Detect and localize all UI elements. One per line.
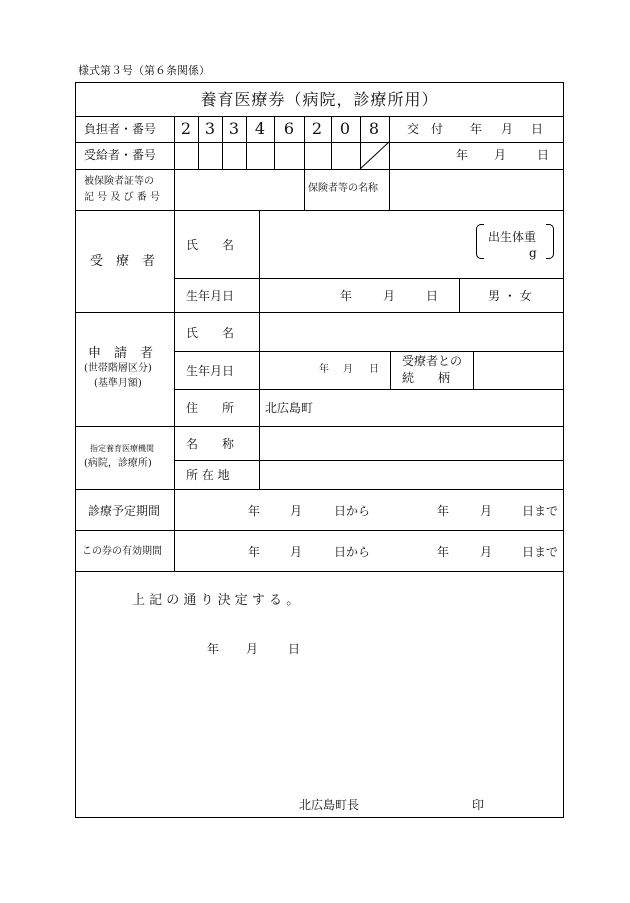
applicant-address-label: 住 所 — [186, 401, 235, 415]
issue-year: 年 — [470, 122, 483, 136]
issue-day: 日 — [531, 122, 544, 136]
applicant-name-label: 氏 名 — [186, 326, 235, 340]
rule-title-bottom — [76, 116, 563, 117]
rule-institution-mid — [174, 460, 563, 461]
medical-ticket-form — [75, 82, 564, 818]
recipient-year: 年 — [456, 148, 469, 162]
period-from-year: 年 — [248, 504, 261, 518]
applicant-section-label: 申 請 者 — [88, 346, 154, 361]
validity-period-label: この券の有効期間 — [82, 546, 162, 557]
birth-weight-label: 出生体重 — [488, 230, 537, 244]
applicant-dob-year: 年 — [319, 364, 329, 375]
rule-period-bottom — [76, 530, 563, 531]
period-to-month: 月 — [480, 504, 493, 518]
rule-validity-bottom — [76, 571, 563, 572]
applicant-household-class: (世帯階層区分) — [84, 363, 152, 374]
form-number: 様式第３号（第６条関係） — [78, 64, 210, 77]
issue-month: 月 — [501, 122, 514, 136]
patient-dob-day: 日 — [426, 289, 439, 303]
recipient-day: 日 — [537, 148, 550, 162]
birth-weight-bracket-left — [476, 224, 484, 259]
decision-day: 日 — [288, 642, 301, 656]
rule-row3-bottom — [76, 210, 563, 211]
payer-number-label: 負担者・番号 — [84, 122, 157, 136]
rule-sublabel-col — [259, 210, 260, 489]
rule-sex-divider — [459, 278, 460, 312]
institution-location-label: 所 在 地 — [186, 468, 230, 482]
rule-period-col — [174, 489, 175, 571]
rule-patient-mid — [174, 278, 563, 279]
validity-from-year: 年 — [248, 545, 261, 559]
payer-digit: 2 — [311, 119, 323, 138]
issue-label: 交 付 — [407, 122, 444, 136]
rule-digit-4 — [274, 116, 275, 169]
payer-digit: 6 — [283, 119, 295, 138]
decision-year: 年 — [207, 642, 220, 656]
diagonal-slash — [360, 142, 389, 169]
rule-row1-bottom — [76, 142, 563, 143]
insurer-name-label: 保険者等の名称 — [308, 183, 378, 194]
rule-insurer-right — [389, 169, 390, 210]
patient-dob-month: 月 — [383, 289, 396, 303]
recipient-month: 月 — [494, 148, 507, 162]
payer-digit: 2 — [180, 119, 192, 138]
birth-weight-unit: g — [529, 246, 537, 260]
relation-label-1: 受療者との — [402, 354, 463, 368]
period-to-year: 年 — [437, 504, 450, 518]
rule-applicant-2 — [174, 389, 563, 390]
applicant-dob-label: 生年月日 — [186, 364, 235, 378]
rule-digit-3 — [246, 116, 247, 169]
rule-applicant-1 — [174, 351, 563, 352]
payer-digit: 0 — [339, 119, 351, 138]
insured-card-label-1: 被保険者証等の — [84, 176, 154, 187]
patient-dob-year: 年 — [340, 289, 353, 303]
mayor-title: 北広島町長 — [299, 798, 360, 812]
validity-to-month: 月 — [480, 545, 493, 559]
validity-from-day: 日から — [334, 545, 371, 559]
applicant-base-amount: (基準月額) — [94, 378, 142, 389]
decision-statement: 上 記 の 通 り 決 定 す る 。 — [132, 593, 300, 608]
rule-patient-bottom — [76, 312, 563, 313]
rule-insurer-left — [304, 169, 305, 210]
period-to-day: 日まで — [522, 504, 559, 518]
rule-institution-bottom — [76, 489, 563, 490]
payer-digit: 8 — [368, 119, 380, 138]
validity-from-month: 月 — [290, 545, 303, 559]
recipient-number-label: 受給者・番号 — [84, 148, 157, 162]
patient-section-label: 受 療 者 — [90, 254, 156, 269]
institution-section-sub: (病院，診療所) — [84, 458, 152, 469]
treatment-period-label: 診療予定期間 — [88, 504, 161, 518]
period-from-day: 日から — [334, 504, 371, 518]
payer-digit: 4 — [254, 119, 266, 138]
rule-digit-6 — [331, 116, 332, 169]
rule-relation-left — [390, 351, 391, 389]
institution-section-label: 指定養育医療機関 — [90, 444, 154, 453]
applicant-dob-month: 月 — [343, 364, 353, 375]
rule-relation-right — [473, 351, 474, 389]
validity-to-year: 年 — [437, 545, 450, 559]
applicant-dob-day: 日 — [369, 364, 379, 375]
institution-name-label: 名 称 — [186, 437, 235, 451]
patient-name-label: 氏 名 — [186, 238, 235, 252]
patient-dob-label: 生年月日 — [186, 289, 235, 303]
rule-applicant-bottom — [76, 426, 563, 427]
validity-to-day: 日まで — [522, 545, 559, 559]
decision-month: 月 — [246, 642, 259, 656]
applicant-address-value: 北広島町 — [265, 401, 314, 415]
payer-digit: 3 — [204, 119, 216, 138]
payer-digit: 3 — [228, 119, 240, 138]
birth-weight-bracket-right — [546, 224, 554, 259]
seal-mark: 印 — [472, 798, 485, 812]
patient-sex: 男 ・ 女 — [488, 289, 532, 303]
form-title: 養育医療券（病院，診療所用） — [200, 90, 439, 109]
period-from-month: 月 — [290, 504, 303, 518]
rule-row2-bottom — [76, 169, 563, 170]
relation-label-2: 続 柄 — [402, 371, 451, 385]
insured-card-label-2: 記 号 及 び 番 号 — [84, 192, 160, 203]
rule-section-col — [174, 210, 175, 489]
